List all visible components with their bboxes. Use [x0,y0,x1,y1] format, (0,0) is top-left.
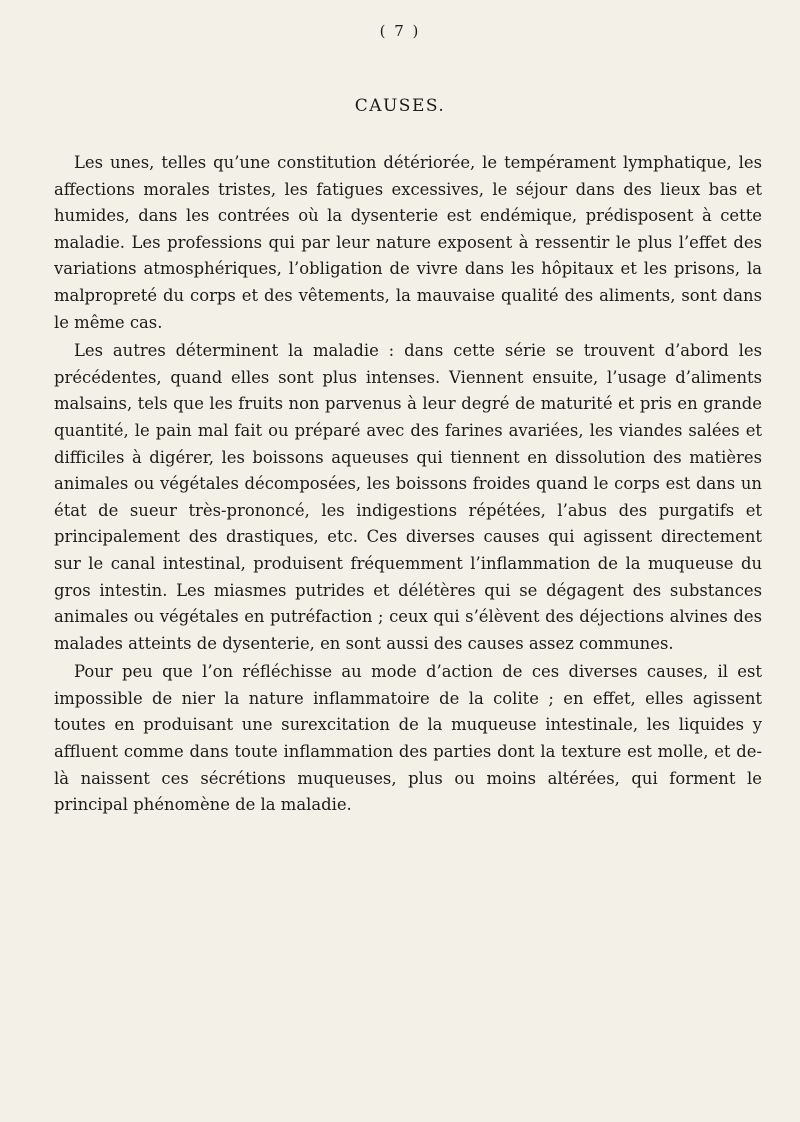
paragraph-inflammatory-nature: Pour peu que l’on réfléchisse au mode d’action de ces diverses causes, il est impossible de nier la nature inflammatoire de la colite ; en effet, elles agissent toutes en produisant une surexcitation de la muqueuse intestinale, les liquides y affluent comme dans toute inflammation des parties dont la texture est molle, et de-là naissent ces sécrétions muqueuses, plus ou moins altérées, qui forment le principal phénomène de la maladie. [54,662,762,815]
paragraph-determining-causes: Les autres déterminent la maladie : dans cette série se trouvent d’abord les précédentes, quand elles sont plus intenses. Viennent ensuite, l’usage d’aliments malsains, tels que les fruits non parvenus à leur degré de maturité et pris en grande quantité, le pain mal fait ou préparé avec des farines avariées, les viandes salées et difficiles à digérer, les boissons aqueuses qui tiennent en dissolution des matières animales ou végétales décomposées, les boissons froides quand le corps est dans un état de sueur très-prononcé, les indigestions répétées, l’abus des purgatifs et principalement des drastiques, etc. Ces diverses causes qui agissent directement sur le canal intestinal, produisent fréquemment l’inflammation de la muqueuse du gros intestin. Les miasmes putrides et délétères qui se dégagent des substances animales ou végétales en putréfaction ; ceux qui s’élèvent des déjections alvines des malades atteints de dysenterie, en sont aussi des causes assez communes. [54,341,762,653]
section-title: CAUSES. [354,96,446,116]
body-text [54,150,762,821]
paragraph-predisposing-causes: Les unes, telles qu’une constitution détériorée, le tempérament lymphatique, les affections morales tristes, les fatigues excessives, le séjour dans des lieux bas et humides, dans les contrées où la dysenterie est endémique, prédisposent à cette maladie. Les professions qui par leur nature exposent à ressentir le plus l’effet des variations atmosphériques, l’obligation de vivre dans les hôpitaux et les prisons, la malpropreté du corps et des vêtements, la mauvaise qualité des aliments, sont dans le même cas. [54,153,762,332]
page-number: ( 7 ) [379,22,421,40]
